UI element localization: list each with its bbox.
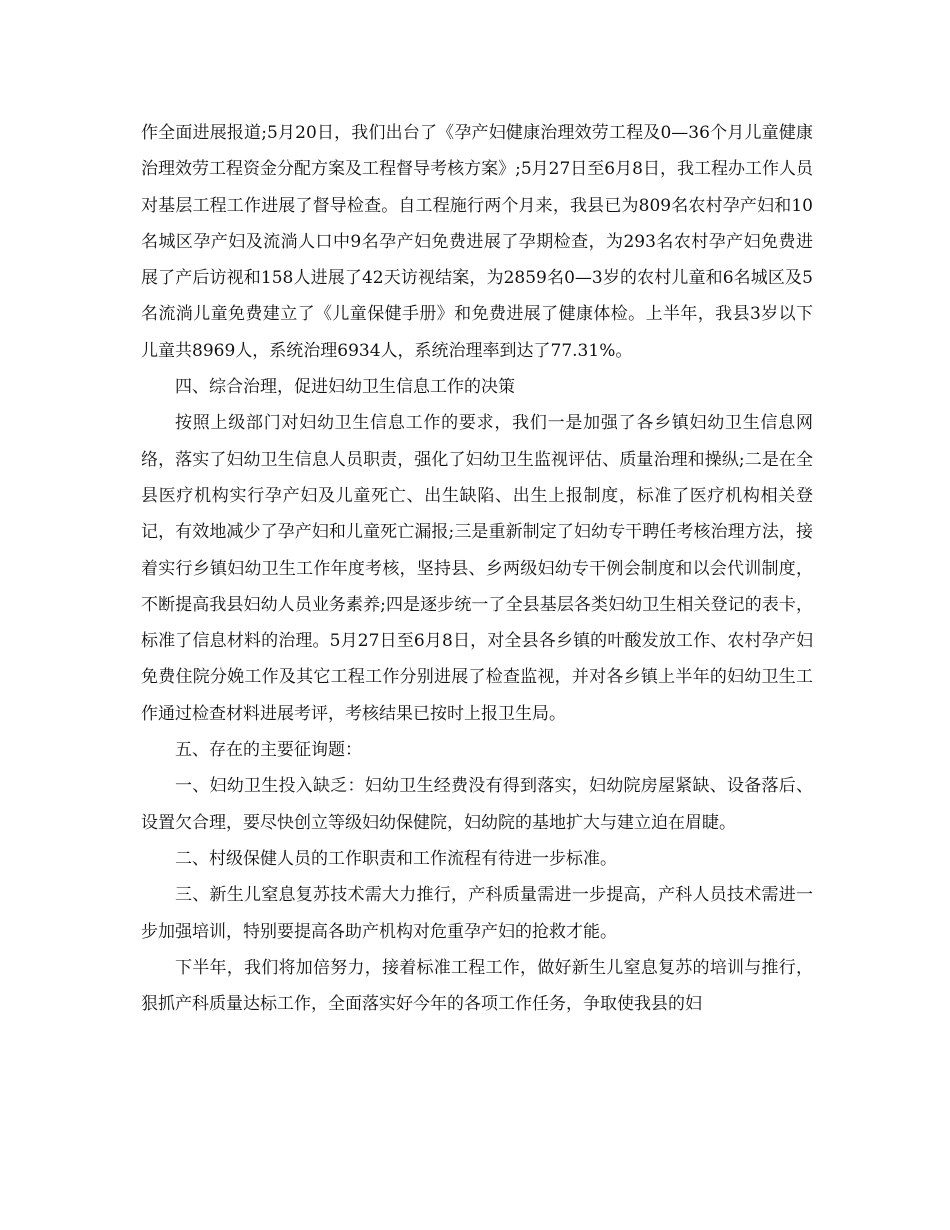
paragraph-issue-two: 二、村级保健人员的工作职责和工作流程有待进一步标准。	[175, 848, 617, 869]
paragraph-issue-three: 三、新生儿窒息复苏技术需大力推行，产科质量需进一步提高，产科人员技术需进一步加强培训，特别要提高各助产机构对危重孕产妇的抢救才能。	[141, 885, 813, 942]
section-heading-five: 五、存在的主要征询题：	[175, 740, 362, 761]
paragraph-second-half-plan: 下半年，我们将加倍努力，接着标准工程工作，做好新生儿窒息复苏的培训与推行，狠抓产科质量达标工作，全面落实好今年的各项工作任务，争取使我县的妇	[141, 957, 813, 1015]
paragraph-project-report: 作全面进展报道;5月20日，我们出台了《孕产妇健康治理效劳工程及0—36个月儿童健康治理效劳工程资金分配方案及工程督导考核方案》;5月27日至6月8日，我工程办工作人员对基层工程工作进展了督导检查。自工程施行两个月来，我县已为809名农村孕产妇和10名城区孕产妇及流淌人口中9名孕产妇免费进展了孕期检查，为293名农村孕产妇免费进展了产后访视和158人进展了42天访视结案，为2859名0—3岁的农村儿童和6名城区及5名流淌儿童免费建立了《儿童保健手册》和免费进展了健康体检。上半年，我县3岁以下儿童共8969人，系统治理6934人，系统治理率到达了77.31%。	[141, 123, 813, 361]
paragraph-info-work: 按照上级部门对妇幼卫生信息工作的要求，我们一是加强了各乡镇妇幼卫生信息网络，落实了妇幼卫生信息人员职责，强化了妇幼卫生监视评估、质量治理和操纵;二是在全县医疗机构实行孕产妇及儿童死亡、出生缺陷、出生上报制度，标准了医疗机构相关登记，有效地减少了孕产妇和儿童死亡漏报;三是重新制定了妇幼专干聘任考核治理方法，接着实行乡镇妇幼卫生工作年度考核，坚持县、乡两级妇幼专干例会制度和以会代训制度，不断提高我县妇幼人员业务素养;四是逐步统一了全县基层各类妇幼卫生相关登记的表卡，标准了信息材料的治理。5月27日至6月8日，对全县各乡镇的叶酸发放工作、农村孕产妇免费住院分娩工作及其它工程工作分别进展了检查监视，并对各乡镇上半年的妇幼卫生工作通过检查材料进展考评，考核结果已按时上报卫生局。	[141, 413, 813, 724]
section-heading-four: 四、综合治理，促进妇幼卫生信息工作的决策	[175, 377, 515, 398]
paragraph-issue-one: 一、妇幼卫生投入缺乏：妇幼卫生经费没有得到落实，妇幼院房屋紧缺、设备落后、设置欠合理，要尽快创立等级妇幼保健院，妇幼院的基地扩大与建立迫在眉睫。	[141, 776, 813, 833]
document-body	[141, 115, 813, 1022]
